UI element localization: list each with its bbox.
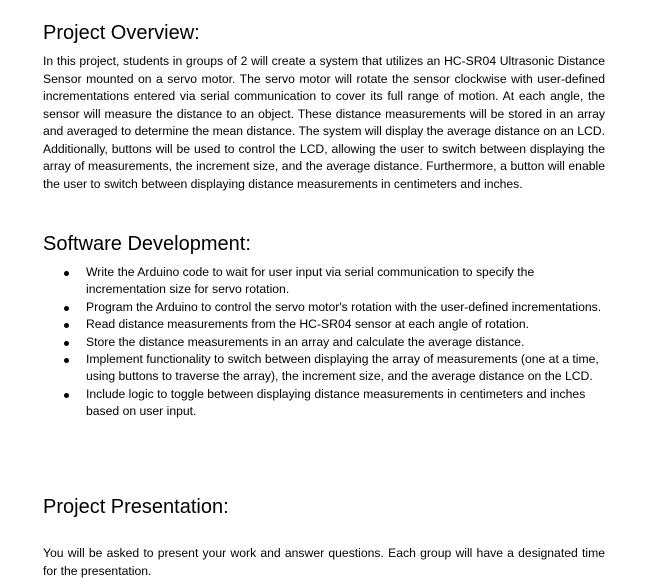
software-task-item — [43, 334, 605, 351]
bullet-icon — [64, 271, 69, 276]
software-task-item — [43, 299, 605, 316]
bullet-icon — [64, 358, 69, 363]
overview-heading: Project Overview: — [43, 22, 200, 44]
software-task-text: Store the distance measurements in an array and calculate the average distance. — [86, 334, 525, 349]
software-heading: Software Development: — [43, 233, 251, 255]
bullet-icon — [64, 323, 69, 328]
software-task-item — [43, 264, 605, 299]
presentation-paragraph: You will be asked to present your work and answer questions. Each group will have a designated time for the presentation. — [43, 546, 605, 578]
software-task-item — [43, 386, 605, 421]
bullet-icon — [64, 393, 69, 398]
software-task-text: Program the Arduino to control the servo motor's rotation with the user-defined incrementations. — [86, 299, 602, 314]
software-task-item — [43, 351, 605, 386]
bullet-icon — [64, 341, 69, 346]
software-task-text: Include logic to toggle between displaying distance measurements in centimeters and inches based on user input. — [86, 386, 586, 419]
software-task-list — [43, 264, 605, 421]
software-task-text: Write the Arduino code to wait for user input via serial communication to specify the incrementation size for servo rotation. — [86, 265, 535, 297]
software-task-text: Implement functionality to switch between displaying the array of measurements (one at a time, using buttons to traverse the array), the increment size, and the average distance on the LCD. — [86, 352, 599, 384]
bullet-icon — [64, 306, 69, 311]
presentation-heading: Project Presentation: — [43, 496, 229, 518]
overview-paragraph: In this project, students in groups of 2 will create a system that utilizes an HC-SR04 Ultrasonic Distance Sensor mounted on a servo motor. The servo motor will rotate the sensor clockwise with user-defined incrementations entered via serial communication to cover its full range of motion. At each angle, the sensor will measure the distance to an object. These distance measurements will be stored in an array and averaged to determine the mean distance. The system will display the average distance on an LCD. Additionally, buttons will be used to control the LCD, allowing the user to switch between displaying the array of measurements, the increment size, and the average distance. Furthermore, a button will enable the user to switch between displaying distance measurements in centimeters and inches. — [43, 54, 605, 191]
software-task-text: Read distance measurements from the HC-SR04 sensor at each angle of rotation. — [86, 317, 530, 332]
software-task-item — [43, 316, 605, 333]
